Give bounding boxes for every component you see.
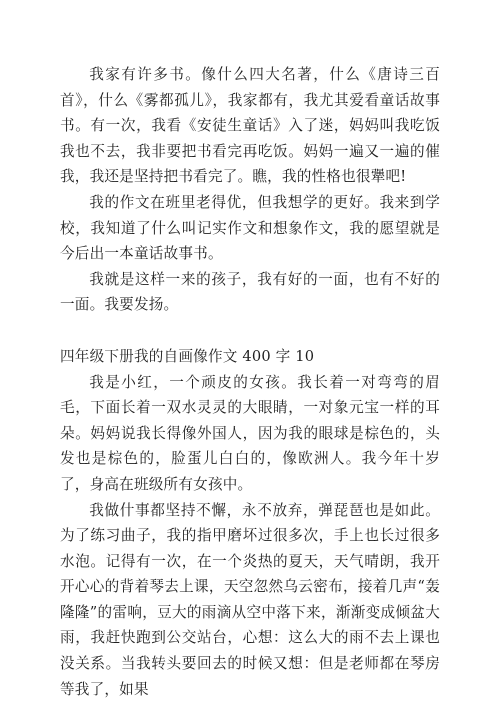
paragraph-books: 我家有许多书。像什么四大名著，什么《唐诗三百首》，什么《雾都孤儿》，我家都有，我尤其爱看童话故事书。有一次，我看《安徒生童话》入了迷，妈妈叫我吃饭我也不去，我非要把书看完再吃饭。妈妈一遍又一遍的催我，我还是坚持把书看完了。瞧，我的性格也很犟吧! bbox=[60, 66, 440, 186]
paragraph-perseverance: 我做什事都坚持不懈，永不放弃，弹琵琶也是如此。为了练习曲子，我的指甲磨坏过很多次，手上也长过很多水泡。记得有一次，在一个炎热的夏天，天气晴朗，我开开心心的背着琴去上课，天空忽然乌云密布，接着几声“轰隆隆”的雷响，豆大的雨滴从空中落下来，渐渐变成倾盆大雨，我赶快跑到公交站台，心想：这么大的雨不去上课也没关系。当我转头要回去的时候又想：但是老师都在琴房等我了，如果 bbox=[60, 501, 440, 698]
paragraph-writing: 我的作文在班里老得优，但我想学的更好。我来到学校，我知道了什么叫记实作文和想象作文，我的愿望就是今后出一本童话故事书。 bbox=[60, 193, 440, 263]
text-section-2 bbox=[60, 370, 440, 703]
paragraph-self-portrait: 我是小红，一个顽皮的女孩。我长着一对弯弯的眉毛，下面长着一双水灵灵的大眼睛，一对象元宝一样的耳朵。妈妈说我长得像外国人，因为我的眼球是棕色的，头发也是棕色的，脸蛋儿白白的，像欧洲人。我今年十岁了，身高在班级所有女孩中。 bbox=[60, 373, 440, 493]
paragraph-summary: 我就是这样一来的孩子，我有好的一面，也有不好的一面。我要发扬。 bbox=[60, 270, 440, 314]
text-section-1 bbox=[60, 62, 440, 318]
section-title: 四年级下册我的自画像作文 400 字 10 bbox=[60, 347, 315, 365]
